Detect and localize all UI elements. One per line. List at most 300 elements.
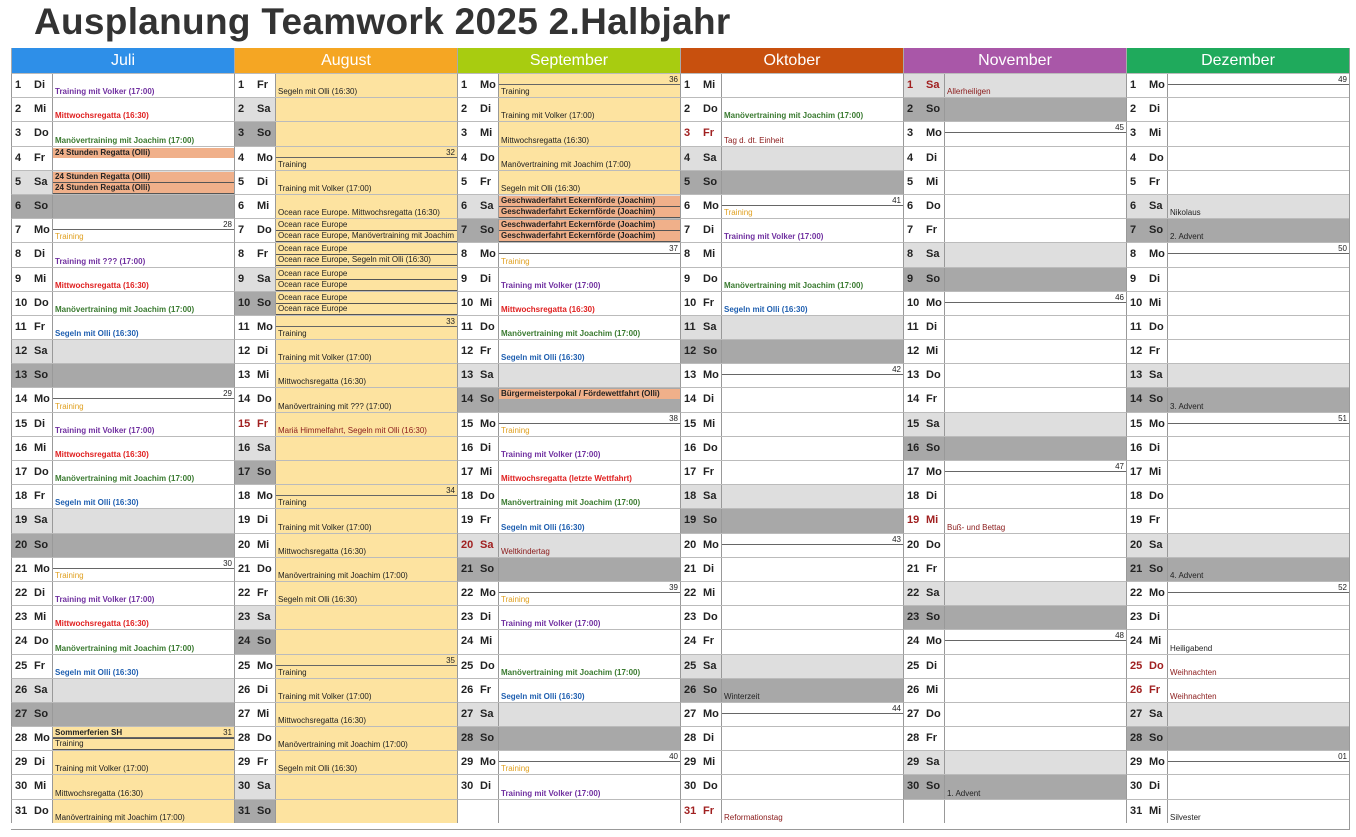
day-cell[interactable] (721, 437, 903, 460)
day-row[interactable] (457, 242, 680, 266)
day-cell[interactable] (52, 243, 234, 266)
day-cell[interactable] (498, 413, 680, 436)
day-row[interactable] (903, 678, 1126, 702)
day-cell[interactable] (498, 655, 680, 678)
day-row[interactable] (11, 267, 234, 291)
day-row[interactable] (903, 146, 1126, 170)
day-cell[interactable] (275, 243, 457, 266)
day-cell[interactable] (1167, 485, 1349, 508)
day-cell[interactable] (944, 268, 1126, 291)
day-cell[interactable] (275, 727, 457, 750)
day-cell[interactable] (275, 558, 457, 581)
day-cell[interactable] (498, 388, 680, 411)
day-row[interactable] (457, 170, 680, 194)
day-cell[interactable] (498, 775, 680, 798)
day-row[interactable] (680, 387, 903, 411)
day-cell[interactable] (944, 775, 1126, 798)
day-row[interactable] (1126, 750, 1349, 774)
day-row[interactable] (1126, 799, 1349, 823)
day-cell[interactable] (275, 800, 457, 823)
day-row[interactable] (680, 194, 903, 218)
day-cell[interactable] (498, 292, 680, 315)
day-row[interactable] (11, 726, 234, 750)
day-row[interactable] (1126, 726, 1349, 750)
day-cell[interactable] (944, 340, 1126, 363)
day-cell[interactable] (944, 485, 1126, 508)
day-cell[interactable] (1167, 775, 1349, 798)
day-cell[interactable] (1167, 147, 1349, 170)
day-cell[interactable] (944, 655, 1126, 678)
day-row[interactable] (1126, 387, 1349, 411)
day-row[interactable] (680, 339, 903, 363)
day-cell[interactable] (498, 316, 680, 339)
day-cell[interactable] (498, 534, 680, 557)
day-cell[interactable] (52, 775, 234, 798)
day-cell[interactable] (1167, 679, 1349, 702)
day-cell[interactable] (275, 534, 457, 557)
day-row[interactable] (903, 267, 1126, 291)
day-row[interactable] (903, 363, 1126, 387)
day-cell[interactable] (52, 485, 234, 508)
day-cell[interactable] (1167, 558, 1349, 581)
day-row[interactable] (234, 702, 457, 726)
day-row[interactable] (234, 654, 457, 678)
day-row[interactable] (457, 291, 680, 315)
day-cell[interactable] (944, 219, 1126, 242)
day-cell[interactable] (498, 171, 680, 194)
day-cell[interactable] (944, 582, 1126, 605)
day-row[interactable] (1126, 73, 1349, 97)
day-cell[interactable] (1167, 703, 1349, 726)
day-cell[interactable] (275, 703, 457, 726)
day-row[interactable] (1126, 315, 1349, 339)
day-cell[interactable] (721, 74, 903, 97)
day-cell[interactable] (52, 509, 234, 532)
day-cell[interactable] (52, 630, 234, 653)
day-row[interactable] (11, 291, 234, 315)
day-row[interactable] (11, 678, 234, 702)
day-cell[interactable] (52, 147, 234, 170)
day-row[interactable] (234, 387, 457, 411)
day-cell[interactable] (721, 485, 903, 508)
day-cell[interactable] (275, 655, 457, 678)
day-cell[interactable] (52, 74, 234, 97)
day-cell[interactable] (1167, 195, 1349, 218)
day-cell[interactable] (1167, 606, 1349, 629)
day-row[interactable] (903, 315, 1126, 339)
day-cell[interactable] (498, 679, 680, 702)
day-row[interactable] (1126, 581, 1349, 605)
day-row[interactable] (11, 242, 234, 266)
day-row[interactable] (11, 121, 234, 145)
day-row[interactable] (234, 533, 457, 557)
day-row[interactable] (1126, 97, 1349, 121)
day-row[interactable] (1126, 533, 1349, 557)
day-cell[interactable] (275, 74, 457, 97)
day-row[interactable] (1126, 557, 1349, 581)
day-row[interactable] (234, 73, 457, 97)
day-cell[interactable] (721, 582, 903, 605)
day-cell[interactable] (498, 582, 680, 605)
day-cell[interactable] (498, 364, 680, 387)
day-row[interactable] (11, 557, 234, 581)
day-row[interactable] (11, 750, 234, 774)
day-cell[interactable] (721, 413, 903, 436)
day-cell[interactable] (721, 703, 903, 726)
day-cell[interactable] (721, 679, 903, 702)
day-cell[interactable] (944, 800, 1126, 823)
day-row[interactable] (903, 533, 1126, 557)
day-cell[interactable] (944, 98, 1126, 121)
day-cell[interactable] (721, 219, 903, 242)
day-row[interactable] (1126, 436, 1349, 460)
day-cell[interactable] (52, 98, 234, 121)
day-cell[interactable] (52, 340, 234, 363)
day-row[interactable] (234, 291, 457, 315)
day-cell[interactable] (1167, 437, 1349, 460)
day-row[interactable] (680, 242, 903, 266)
day-cell[interactable] (498, 98, 680, 121)
day-cell[interactable] (275, 775, 457, 798)
day-row[interactable] (234, 460, 457, 484)
day-cell[interactable] (498, 727, 680, 750)
day-cell[interactable] (498, 195, 680, 218)
day-row[interactable] (11, 508, 234, 532)
day-row[interactable] (680, 97, 903, 121)
day-row[interactable] (903, 484, 1126, 508)
day-cell[interactable] (498, 558, 680, 581)
day-cell[interactable] (52, 800, 234, 823)
day-cell[interactable] (498, 509, 680, 532)
day-cell[interactable] (944, 243, 1126, 266)
day-cell[interactable] (275, 219, 457, 242)
day-row[interactable] (234, 315, 457, 339)
day-cell[interactable] (498, 485, 680, 508)
day-cell[interactable] (498, 147, 680, 170)
day-cell[interactable] (721, 195, 903, 218)
day-row[interactable] (903, 702, 1126, 726)
day-cell[interactable] (52, 655, 234, 678)
day-row[interactable] (11, 218, 234, 242)
day-row[interactable] (680, 605, 903, 629)
day-cell[interactable] (52, 751, 234, 774)
day-cell[interactable] (944, 171, 1126, 194)
day-row[interactable] (680, 508, 903, 532)
day-row[interactable] (457, 339, 680, 363)
day-cell[interactable] (944, 437, 1126, 460)
day-row[interactable] (234, 629, 457, 653)
day-row[interactable] (680, 460, 903, 484)
day-row[interactable] (1126, 412, 1349, 436)
day-row[interactable] (903, 412, 1126, 436)
day-row[interactable] (457, 97, 680, 121)
day-row[interactable] (680, 73, 903, 97)
day-row[interactable] (11, 484, 234, 508)
day-row[interactable] (903, 629, 1126, 653)
day-cell[interactable] (944, 364, 1126, 387)
day-row[interactable] (680, 315, 903, 339)
day-cell[interactable] (721, 630, 903, 653)
day-cell[interactable] (275, 122, 457, 145)
day-cell[interactable] (944, 630, 1126, 653)
day-cell[interactable] (52, 413, 234, 436)
day-cell[interactable] (52, 122, 234, 145)
day-row[interactable] (234, 774, 457, 798)
day-cell[interactable] (52, 679, 234, 702)
day-row[interactable] (680, 218, 903, 242)
day-row[interactable] (1126, 218, 1349, 242)
day-row[interactable] (903, 242, 1126, 266)
day-cell[interactable] (1167, 751, 1349, 774)
day-row[interactable] (457, 436, 680, 460)
day-cell[interactable] (721, 292, 903, 315)
day-cell[interactable] (721, 388, 903, 411)
day-row[interactable] (234, 581, 457, 605)
day-row[interactable] (680, 678, 903, 702)
day-row[interactable] (457, 654, 680, 678)
day-row[interactable] (457, 678, 680, 702)
day-row[interactable] (1126, 121, 1349, 145)
day-cell[interactable] (1167, 74, 1349, 97)
day-cell[interactable] (275, 582, 457, 605)
day-cell[interactable] (275, 268, 457, 291)
day-cell[interactable] (52, 171, 234, 194)
day-row[interactable] (11, 654, 234, 678)
day-row[interactable] (11, 315, 234, 339)
day-cell[interactable] (275, 316, 457, 339)
day-cell[interactable] (721, 775, 903, 798)
day-cell[interactable] (498, 800, 680, 823)
day-cell[interactable] (721, 340, 903, 363)
day-cell[interactable] (52, 195, 234, 218)
day-row[interactable] (903, 121, 1126, 145)
day-cell[interactable] (52, 727, 234, 750)
day-cell[interactable] (944, 292, 1126, 315)
day-row[interactable] (457, 387, 680, 411)
day-row[interactable] (903, 557, 1126, 581)
day-row[interactable] (11, 629, 234, 653)
day-cell[interactable] (52, 388, 234, 411)
day-cell[interactable] (944, 509, 1126, 532)
day-cell[interactable] (275, 98, 457, 121)
day-row[interactable] (680, 533, 903, 557)
day-row[interactable] (457, 121, 680, 145)
day-row[interactable] (457, 484, 680, 508)
day-cell[interactable] (498, 74, 680, 97)
day-row[interactable] (11, 146, 234, 170)
day-row[interactable] (680, 654, 903, 678)
day-row[interactable] (903, 387, 1126, 411)
day-row[interactable] (680, 484, 903, 508)
day-row[interactable] (1126, 629, 1349, 653)
day-cell[interactable] (721, 558, 903, 581)
day-row[interactable] (234, 121, 457, 145)
day-row[interactable] (903, 750, 1126, 774)
day-cell[interactable] (275, 388, 457, 411)
day-row[interactable] (234, 363, 457, 387)
day-row[interactable] (234, 218, 457, 242)
day-row[interactable] (234, 484, 457, 508)
day-row[interactable] (234, 267, 457, 291)
day-cell[interactable] (498, 219, 680, 242)
day-cell[interactable] (275, 171, 457, 194)
day-cell[interactable] (52, 316, 234, 339)
day-row[interactable] (11, 170, 234, 194)
day-cell[interactable] (944, 195, 1126, 218)
day-cell[interactable] (721, 268, 903, 291)
day-row[interactable] (680, 774, 903, 798)
day-cell[interactable] (721, 509, 903, 532)
day-row[interactable] (457, 605, 680, 629)
day-cell[interactable] (498, 606, 680, 629)
day-cell[interactable] (944, 751, 1126, 774)
day-cell[interactable] (944, 534, 1126, 557)
day-cell[interactable] (1167, 219, 1349, 242)
day-row[interactable] (11, 97, 234, 121)
day-cell[interactable] (52, 606, 234, 629)
day-row[interactable] (234, 750, 457, 774)
day-cell[interactable] (944, 74, 1126, 97)
day-cell[interactable] (52, 364, 234, 387)
day-cell[interactable] (721, 364, 903, 387)
day-row[interactable] (11, 363, 234, 387)
day-cell[interactable] (944, 703, 1126, 726)
day-row[interactable] (234, 412, 457, 436)
day-cell[interactable] (275, 364, 457, 387)
day-row[interactable] (11, 605, 234, 629)
day-row[interactable] (457, 581, 680, 605)
day-row[interactable] (1126, 702, 1349, 726)
day-cell[interactable] (275, 485, 457, 508)
day-row[interactable] (903, 339, 1126, 363)
day-row[interactable] (1126, 484, 1349, 508)
day-cell[interactable] (498, 243, 680, 266)
day-cell[interactable] (721, 655, 903, 678)
day-row[interactable] (680, 702, 903, 726)
day-row[interactable] (680, 146, 903, 170)
day-cell[interactable] (1167, 509, 1349, 532)
day-cell[interactable] (1167, 122, 1349, 145)
day-row[interactable] (1126, 654, 1349, 678)
day-cell[interactable] (721, 171, 903, 194)
day-row[interactable] (457, 460, 680, 484)
day-cell[interactable] (498, 461, 680, 484)
day-row[interactable] (1126, 242, 1349, 266)
day-row[interactable] (234, 557, 457, 581)
day-row[interactable] (457, 508, 680, 532)
day-row[interactable] (1126, 291, 1349, 315)
day-row[interactable] (903, 799, 1126, 823)
day-cell[interactable] (721, 147, 903, 170)
day-row[interactable] (234, 726, 457, 750)
day-row[interactable] (680, 750, 903, 774)
day-cell[interactable] (1167, 364, 1349, 387)
day-cell[interactable] (721, 243, 903, 266)
day-row[interactable] (1126, 194, 1349, 218)
day-row[interactable] (680, 557, 903, 581)
day-row[interactable] (1126, 678, 1349, 702)
day-row[interactable] (903, 726, 1126, 750)
day-cell[interactable] (275, 195, 457, 218)
day-cell[interactable] (52, 461, 234, 484)
day-cell[interactable] (275, 751, 457, 774)
day-cell[interactable] (275, 509, 457, 532)
day-row[interactable] (457, 218, 680, 242)
day-cell[interactable] (1167, 98, 1349, 121)
day-row[interactable] (903, 170, 1126, 194)
day-row[interactable] (234, 799, 457, 823)
day-cell[interactable] (721, 461, 903, 484)
day-cell[interactable] (52, 703, 234, 726)
day-row[interactable] (680, 121, 903, 145)
day-row[interactable] (457, 629, 680, 653)
day-cell[interactable] (275, 630, 457, 653)
day-cell[interactable] (944, 679, 1126, 702)
day-cell[interactable] (944, 558, 1126, 581)
day-cell[interactable] (275, 147, 457, 170)
day-row[interactable] (11, 581, 234, 605)
day-cell[interactable] (275, 340, 457, 363)
day-row[interactable] (903, 97, 1126, 121)
day-cell[interactable] (1167, 243, 1349, 266)
day-row[interactable] (1126, 170, 1349, 194)
day-row[interactable] (457, 194, 680, 218)
day-row[interactable] (1126, 339, 1349, 363)
day-row[interactable] (903, 508, 1126, 532)
day-row[interactable] (234, 97, 457, 121)
day-cell[interactable] (275, 606, 457, 629)
day-cell[interactable] (1167, 316, 1349, 339)
day-row[interactable] (234, 194, 457, 218)
day-row[interactable] (903, 605, 1126, 629)
day-cell[interactable] (721, 534, 903, 557)
day-row[interactable] (11, 774, 234, 798)
day-cell[interactable] (721, 800, 903, 823)
day-row[interactable] (457, 412, 680, 436)
day-row[interactable] (1126, 774, 1349, 798)
day-row[interactable] (680, 799, 903, 823)
day-row[interactable] (1126, 363, 1349, 387)
day-row[interactable] (457, 726, 680, 750)
day-cell[interactable] (1167, 171, 1349, 194)
day-row[interactable] (903, 218, 1126, 242)
day-cell[interactable] (1167, 630, 1349, 653)
day-cell[interactable] (721, 606, 903, 629)
day-cell[interactable] (944, 461, 1126, 484)
day-row[interactable] (1126, 146, 1349, 170)
day-row[interactable] (680, 363, 903, 387)
day-cell[interactable] (1167, 292, 1349, 315)
day-cell[interactable] (721, 727, 903, 750)
day-cell[interactable] (1167, 461, 1349, 484)
day-row[interactable] (680, 581, 903, 605)
day-cell[interactable] (52, 558, 234, 581)
day-row[interactable] (457, 363, 680, 387)
day-cell[interactable] (275, 679, 457, 702)
day-cell[interactable] (52, 219, 234, 242)
day-row[interactable] (903, 774, 1126, 798)
day-row[interactable] (11, 412, 234, 436)
day-cell[interactable] (721, 122, 903, 145)
day-cell[interactable] (944, 316, 1126, 339)
day-row[interactable] (1126, 605, 1349, 629)
day-cell[interactable] (498, 268, 680, 291)
day-row[interactable] (1126, 508, 1349, 532)
day-row[interactable] (457, 702, 680, 726)
day-row[interactable] (234, 339, 457, 363)
day-row[interactable] (457, 73, 680, 97)
day-row[interactable] (234, 605, 457, 629)
